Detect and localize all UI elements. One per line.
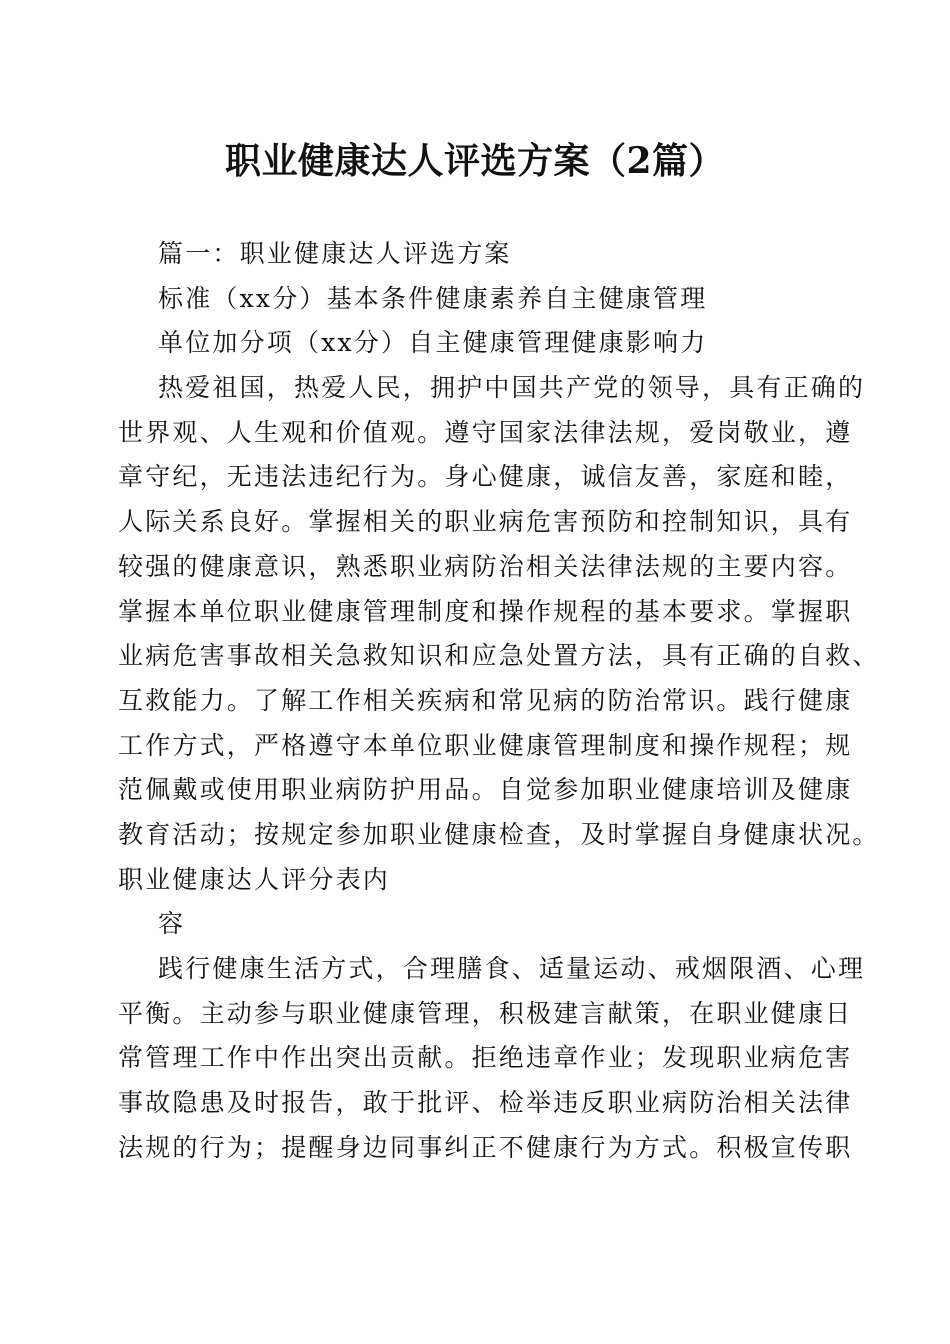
body-line: 掌握本单位职业健康管理制度和操作规程的基本要求。掌握职 (118, 596, 853, 626)
body-line: 互救能力。了解工作相关疾病和常见病的防治常识。践行健康 (118, 685, 853, 715)
body-line: 篇一：职业健康达人评选方案 (158, 239, 512, 268)
body-line: 业病危害事故相关急救知识和应急处置方法，具有正确的自救、 (118, 641, 880, 671)
body-line: 常管理工作中作出突出贡献。拒绝违章作业；发现职业病危害 (118, 1043, 853, 1073)
body-line: 工作方式，严格遵守本单位职业健康管理制度和操作规程；规 (118, 730, 853, 760)
body-line: 人际关系良好。掌握相关的职业病危害预防和控制知识，具有 (118, 507, 853, 537)
body-line: 法规的行为；提醒身边同事纠正不健康行为方式。积极宣传职 (118, 1132, 853, 1162)
body-line: 标准（xx分）基本条件健康素养自主健康管理 (158, 283, 708, 313)
body-line: 范佩戴或使用职业病防护用品。自觉参加职业健康培训及健康 (118, 775, 853, 805)
body-line: 事故隐患及时报告，敢于批评、检举违反职业病防治相关法律 (118, 1088, 853, 1118)
body-line: 世界观、人生观和价值观。遵守国家法律法规，爱岗敬业，遵 (118, 417, 853, 447)
body-line: 单位加分项（xx分）自主健康管理健康影响力 (158, 328, 708, 358)
body-line: 容 (158, 909, 186, 939)
body-line: 职业健康达人评分表内 (118, 864, 391, 894)
body-line: 较强的健康意识，熟悉职业病防治相关法律法规的主要内容。 (118, 551, 853, 581)
body-line: 热爱祖国，热爱人民，拥护中国共产党的领导，具有正确的 (158, 373, 866, 403)
body-line: 践行健康生活方式，合理膳食、适量运动、戒烟限酒、心理 (158, 954, 866, 983)
body-line: 章守纪，无违法违纪行为。身心健康，诚信友善，家庭和睦， (118, 462, 853, 492)
body-line: 平衡。主动参与职业健康管理，积极建言献策，在职业健康日 (118, 998, 853, 1028)
document-title: 职业健康达人评选方案（2篇） (224, 140, 726, 182)
document-body (118, 232, 880, 1170)
body-line: 教育活动；按规定参加职业健康检查，及时掌握自身健康状况。 (118, 819, 880, 849)
